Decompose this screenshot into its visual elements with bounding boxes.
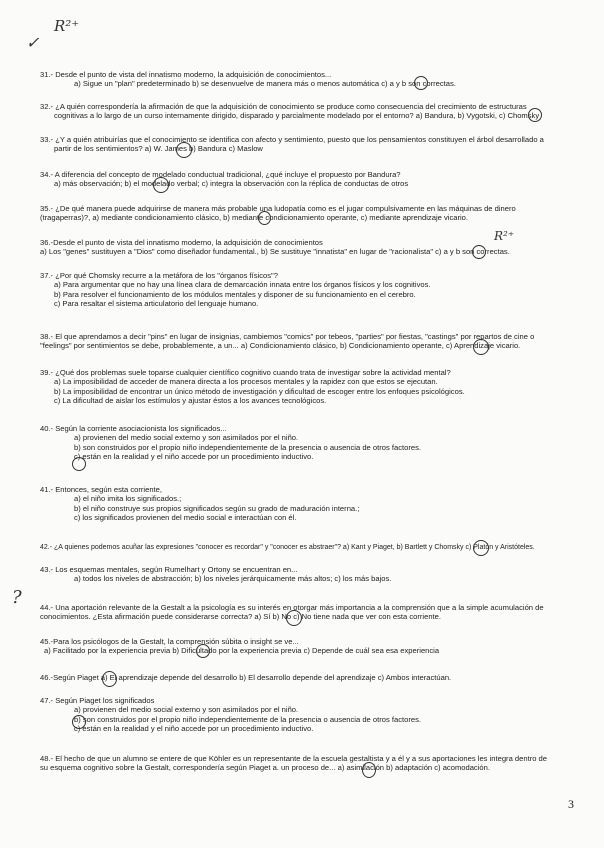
question-text: 33.- ¿Y a quién atribuirías que el conocimiento se identifica con afecto y sentimiento, puesto que los pensamientos constituyen el árbol desarrollado a bbox=[40, 135, 544, 144]
answer-option-b: b) Para resolver el funcionamiento de los módulos mentales y disponer de su funcionamiento en el cerebro. bbox=[54, 289, 416, 299]
question-text: 46.-Según Piaget a) El aprendizaje depende del desarrollo b) El desarrollo depende del aprendizaje c) Ambos interactúan. bbox=[40, 673, 452, 682]
question-38 bbox=[40, 332, 580, 351]
answer-circle-q47 bbox=[72, 715, 86, 729]
answer-circle-q42 bbox=[473, 540, 489, 556]
question-text-cont: conocimientos. ¿Esta afirmación puede considerarse correcta? a) Sí b) No c) No tiene nada que ver con esta corriente. bbox=[40, 612, 441, 622]
answer-circle-q48 bbox=[362, 762, 376, 778]
answer-option-a: a) provienen del medio social externo y son asimilados por el niño. bbox=[74, 433, 299, 443]
answer-option-a: a) el niño imita los significados.; bbox=[74, 494, 182, 504]
answer-option-c: c) los significados provienen del medio social e interactúan con él. bbox=[74, 513, 297, 523]
answer-option-c: c) están en la realidad y el niño accede por un procedimiento inductivo. bbox=[74, 724, 314, 734]
question-41 bbox=[40, 485, 580, 523]
answer-option-c: c) están en la realidad y el niño accede por un procedimiento inductivo. bbox=[74, 452, 314, 462]
answer-options: a) todos los niveles de abstracción; b) los niveles jerárquicamente más altos; c) los más bajos. bbox=[74, 574, 392, 584]
question-text: 39.- ¿Qué dos problemas suele toparse cualquier científico cognitivo cuando trata de investigar sobre la actividad mental? bbox=[40, 368, 451, 377]
answer-circle-q44 bbox=[286, 610, 302, 626]
question-48 bbox=[40, 754, 580, 773]
answer-option-b: b) el niño construye sus propios significados según su grado de maduración interna.; bbox=[74, 503, 360, 513]
question-text: 45.-Para los psicólogos de la Gestalt, la comprensión súbita o insight se ve... bbox=[40, 637, 299, 646]
question-text: 37.- ¿Por qué Chomsky recurre a la metáfora de los "órganos físicos"? bbox=[40, 271, 278, 280]
question-text: 31.- Desde el punto de vista del innatismo moderno, la adquisición de conocimientos... bbox=[40, 70, 332, 79]
question-text: 44.- Una aportación relevante de la Gestalt a la psicología es su interés en otorgar más importancia a la comprensión que a la simple acumulación de bbox=[40, 603, 544, 612]
question-47 bbox=[40, 696, 580, 734]
answer-circle-q46 bbox=[102, 671, 117, 687]
answer-circle-q35 bbox=[258, 211, 271, 225]
question-text: 43.- Los esquemas mentales, según Rumelhart y Ortony se encuentran en... bbox=[40, 565, 298, 574]
answer-options: a) más observación; b) el modelado verbal; c) integra la observación con la réplica de conductas de otros bbox=[54, 179, 409, 189]
question-36 bbox=[40, 238, 580, 257]
answer-circle-q45 bbox=[196, 644, 210, 658]
handwritten-question-mark: ? bbox=[12, 587, 22, 608]
question-37 bbox=[40, 271, 580, 309]
question-text-cont: cognitivas a lo largo de un curso internamente dirigido, disparado y parcialmente modelado por el entorno? a) Bandura, b) Vygotski, c) Chomsky bbox=[54, 111, 540, 121]
question-42 bbox=[40, 543, 580, 552]
question-32 bbox=[40, 102, 580, 121]
answer-option-c: c) La dificultad de aislar los estímulos y ajustar éstos a los avances tecnológicos. bbox=[54, 396, 327, 406]
handwritten-score-q36: R²⁺ bbox=[494, 229, 515, 243]
question-text-cont: partir de los sentimientos? a) W. James b) Bandura c) Maslow bbox=[54, 144, 263, 154]
answer-option-c: c) Para resaltar el sistema articulatorio del lenguaje humano. bbox=[54, 299, 259, 309]
answer-circle-q38 bbox=[473, 339, 489, 355]
question-text-cont: "feelings" por sentimientos se debe, probablemente, a un... a) Condicionamiento clásico, b) Condicionamiento operante, c) Aprendizaje vicario. bbox=[40, 341, 521, 351]
question-43 bbox=[40, 565, 580, 584]
answer-options: a) Sigue un "plan" predeterminado b) se desenvuelve de manera más o menos automática c) a y b son correctas. bbox=[74, 79, 456, 89]
question-text: 38.- El que aprendamos a decir "pins" en lugar de insignias, cambiemos "comics" por tebeos, "parties" por fiestas, "castings" por repartos de cine o bbox=[40, 332, 535, 341]
question-text: 40.- Según la corriente asociacionista los significados... bbox=[40, 424, 227, 433]
question-46 bbox=[40, 673, 580, 682]
handwritten-check-mark: ✓ bbox=[26, 33, 40, 52]
question-text: 36.-Desde el punto de vista del innatismo moderno, la adquisición de conocimientos bbox=[40, 238, 323, 247]
answer-option-b: b) son construidos por el propio niño independientemente de la presencia o ausencia de otros factores. bbox=[74, 714, 422, 724]
question-45 bbox=[40, 637, 580, 656]
question-text-cont: su esquema cognitivo sobre la Gestalt, correspondería según Piaget a. un proceso de... a) asimilación b) adaptación c) acomodación. bbox=[40, 763, 490, 773]
question-33 bbox=[40, 135, 580, 154]
answer-circle-q36 bbox=[472, 245, 486, 259]
answer-options: a) Los "genes" sustituyen a "Dios" como diseñador fundamental., b) Se sustituye "innatista" en lugar de "racionalista" c) a y b son correctas. bbox=[40, 247, 510, 257]
question-31 bbox=[40, 70, 580, 89]
question-text: 34.- A diferencia del concepto de modelado conductual tradicional, ¿qué incluye el propuesto por Bandura? bbox=[40, 170, 401, 179]
question-40 bbox=[40, 424, 580, 462]
question-text: 35.- ¿De qué manera puede adquirirse de manera más probable una ludopatía como es el jugar compulsivamente en las máquinas de dinero bbox=[40, 204, 516, 213]
question-44 bbox=[40, 603, 580, 622]
question-34 bbox=[40, 170, 580, 189]
page-number: 3 bbox=[568, 797, 574, 811]
answer-circle-q40 bbox=[72, 457, 86, 471]
answer-option-b: b) son construidos por el propio niño independientemente de la presencia o ausencia de otros factores. bbox=[74, 442, 422, 452]
answer-options: a) Facilitado por la experiencia previa b) Dificultado por la experiencia previa c) Depende de cuál sea esa experiencia bbox=[44, 646, 440, 656]
answer-option-a: a) La imposibilidad de acceder de manera directa a los procesos mentales y la rapidez con que estos se ejecutan. bbox=[54, 377, 438, 387]
answer-option-b: b) La imposibilidad de encontrar un único método de investigación y dificultad de escoger entre los enfoques psicológicos. bbox=[54, 386, 465, 396]
question-35 bbox=[40, 204, 580, 223]
answer-option-a: a) Para argumentar que no hay una línea clara de demarcación innata entre los órganos físicos y los cognitivos. bbox=[54, 280, 431, 290]
question-text: 42.- ¿A quienes podemos acuñar las expresiones "conocer es recordar" y "conocer es abstraer"? a) Kant y Piaget, b) Bartlett y Chomsky c) Platón y Aristóteles. bbox=[40, 544, 535, 551]
answer-circle-q32 bbox=[528, 108, 542, 122]
handwritten-score-top: R²⁺ bbox=[54, 17, 80, 35]
answer-circle-q31 bbox=[414, 76, 428, 90]
answer-option-a: a) provienen del medio social externo y son asimilados por el niño. bbox=[74, 705, 299, 715]
question-text: 32.- ¿A quién correspondería la afirmación de que la adquisición de conocimiento se produce como consecuencia del crecimiento de estructuras bbox=[40, 102, 527, 111]
answer-circle-q33 bbox=[176, 142, 192, 158]
answer-circle-q34 bbox=[153, 177, 169, 193]
question-text: 47.- Según Piaget los significados bbox=[40, 696, 155, 705]
question-text: 48.- El hecho de que un alumno se entere de que Köhler es un representante de la escuela gestaltista y a él y a sus aportaciones les integra dentro de bbox=[40, 754, 548, 763]
question-39 bbox=[40, 368, 580, 406]
question-text-cont: (tragaperras)?, a) mediante condicionamiento clásico, b) mediante condicionamiento operante, c) mediante aprendizaje vicario. bbox=[40, 213, 469, 223]
question-text: 41.- Entonces, según esta corriente, bbox=[40, 485, 162, 494]
